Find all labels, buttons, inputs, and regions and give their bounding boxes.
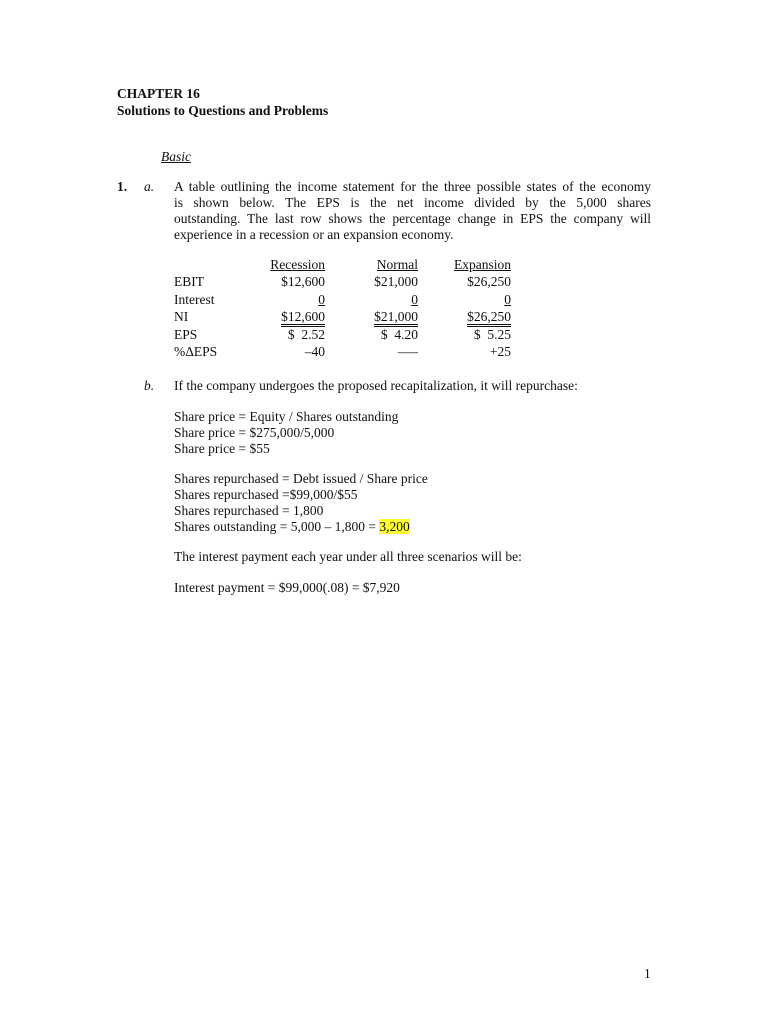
eps-table (174, 255, 511, 360)
part-a-label: a. (144, 179, 155, 194)
table-cell: ––– (397, 344, 418, 359)
table-cell: $ 2.52 (287, 326, 325, 342)
highlighted-shares-outstanding: 3,200 (379, 519, 410, 534)
table-cell: $26,250 (467, 274, 511, 289)
row-label: Interest (174, 291, 215, 307)
row-label: NI (174, 309, 189, 324)
table-cell: $26,250 (467, 309, 511, 327)
problem-number: 1. (117, 179, 128, 194)
table-row (174, 308, 511, 326)
table-header-row (174, 255, 511, 273)
part-a-paragraph (174, 179, 651, 243)
table-cell: –40 (304, 344, 325, 359)
table-cell: $ 5.25 (473, 326, 511, 342)
equation-line: Shares repurchased = 1,800 (174, 503, 324, 518)
table-cell: $21,000 (374, 274, 418, 289)
equation-line: Share price = $275,000/5,000 (174, 425, 335, 440)
table-cell: 0 (504, 291, 511, 307)
table-cell: $ 4.20 (380, 326, 418, 342)
column-header-expansion: Expansion (454, 256, 511, 272)
share-price-block (174, 409, 398, 457)
column-header-normal: Normal (376, 256, 418, 272)
interest-payment-line: Interest payment = $99,000(.08) = $7,920 (174, 580, 400, 595)
section-heading: Basic (161, 149, 191, 164)
paragraph-line: experience in a recession or an expansion economy. (174, 227, 454, 242)
interest-intro: The interest payment each year under all three scenarios will be: (174, 549, 522, 564)
chapter-subtitle: Solutions to Questions and Problems (117, 103, 329, 118)
table-cell: $12,600 (281, 309, 325, 327)
row-label: EBIT (174, 274, 204, 289)
equation-line: Shares repurchased = Debt issued / Share price (174, 471, 428, 486)
table-row (174, 325, 511, 343)
column-header-recession: Recession (270, 256, 325, 272)
part-b-label: b. (144, 378, 155, 393)
table-row (174, 290, 511, 308)
table-cell: +25 (489, 344, 511, 359)
paragraph-line: outstanding. The last row shows the percentage change in EPS the company will (174, 211, 651, 226)
table-cell: $21,000 (374, 309, 418, 327)
shares-outstanding-line (174, 519, 428, 535)
table-cell: $12,600 (281, 274, 325, 289)
equation-line: Shares repurchased =$99,000/$55 (174, 487, 358, 502)
equation-line: Share price = Equity / Shares outstanding (174, 409, 399, 424)
part-b-intro: If the company undergoes the proposed recapitalization, it will repurchase: (174, 378, 578, 393)
table-row (174, 343, 511, 361)
table-row (174, 273, 511, 291)
row-label: EPS (174, 326, 198, 342)
repurchase-block (174, 471, 428, 535)
row-label: %ΔEPS (174, 344, 218, 359)
paragraph-line: is shown below. The EPS is the net income divided by the 5,000 shares (174, 195, 651, 210)
page-number: 1 (644, 966, 651, 981)
chapter-heading: CHAPTER 16 (117, 86, 200, 101)
paragraph-line: A table outlining the income statement for the three possible states of the economy (174, 179, 651, 194)
equation-line: Share price = $55 (174, 441, 270, 456)
table-cell: 0 (411, 291, 418, 307)
shares-outstanding-prefix: Shares outstanding = 5,000 – 1,800 = (174, 519, 380, 534)
table-cell: 0 (318, 291, 325, 307)
